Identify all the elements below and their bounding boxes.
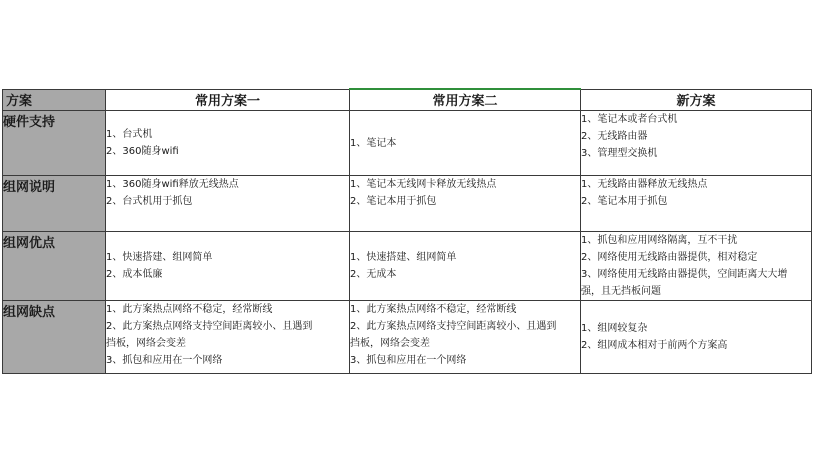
header-row	[3, 89, 812, 111]
cell-line: 强，且无挡板问题	[581, 286, 661, 297]
table-row	[3, 111, 812, 176]
cell-line: 2、无成本	[350, 269, 397, 280]
cell-line: 2、此方案热点网络支持空间距离较小、且遇到	[350, 321, 557, 332]
cell-line: 1、抓包和应用网络隔离，互不干扰	[581, 235, 738, 246]
cell-line: 1、笔记本无线网卡释放无线热点	[350, 179, 497, 190]
cell-plan-2	[350, 176, 581, 232]
cell-plan-1	[106, 176, 350, 232]
cell-plan-new	[581, 301, 812, 374]
cell-line: 3、抓包和应用在一个网络	[106, 355, 223, 366]
row-label: 组网缺点	[3, 301, 106, 374]
cell-line: 2、网络使用无线路由器提供，相对稳定	[581, 252, 758, 263]
cell-line: 1、快速搭建、组网简单	[350, 252, 457, 263]
cell-line: 挡板，网络会变差	[350, 338, 430, 349]
cell-line: 2、此方案热点网络支持空间距离较小、且遇到	[106, 321, 313, 332]
row-label: 组网优点	[3, 232, 106, 301]
cell-line: 3、管理型交换机	[581, 148, 658, 159]
row-label: 硬件支持	[3, 111, 106, 176]
cell-line: 1、无线路由器释放无线热点	[581, 179, 708, 190]
cell-line: 2、台式机用于抓包	[106, 196, 193, 207]
cell-line: 2、360随身wifi	[106, 146, 179, 157]
cell-line: 2、笔记本用于抓包	[350, 196, 437, 207]
header-plan-new: 新方案	[581, 89, 812, 111]
cell-plan-1	[106, 301, 350, 374]
header-plan-2[interactable]: 常用方案二	[350, 89, 581, 111]
cell-line: 2、无线路由器	[581, 131, 648, 142]
table-row	[3, 232, 812, 301]
header-plan-1: 常用方案一	[106, 89, 350, 111]
cell-line: 1、台式机	[106, 129, 153, 140]
cell-plan-2	[350, 232, 581, 301]
cell-line: 2、组网成本相对于前两个方案高	[581, 340, 728, 351]
cell-plan-1	[106, 111, 350, 176]
cell-plan-new	[581, 176, 812, 232]
table-row	[3, 301, 812, 374]
cell-line: 1、组网较复杂	[581, 323, 648, 334]
cell-line: 3、网络使用无线路由器提供，空间距离大大增	[581, 269, 788, 280]
cell-plan-new	[581, 232, 812, 301]
cell-line: 1、360随身wifi释放无线热点	[106, 179, 239, 190]
cell-plan-new	[581, 111, 812, 176]
comparison-table	[2, 88, 812, 374]
cell-line: 1、此方案热点网络不稳定，经常断线	[350, 304, 517, 315]
cell-plan-1	[106, 232, 350, 301]
cell-line: 3、抓包和应用在一个网络	[350, 355, 467, 366]
cell-line: 2、笔记本用于抓包	[581, 196, 668, 207]
cell-line: 1、笔记本或者台式机	[581, 114, 678, 125]
header-corner: 方案	[3, 89, 106, 111]
table-row	[3, 176, 812, 232]
cell-line: 挡板，网络会变差	[106, 338, 186, 349]
row-label: 组网说明	[3, 176, 106, 232]
cell-plan-2	[350, 111, 581, 176]
cell-line: 1、快速搭建、组网简单	[106, 252, 213, 263]
cell-line: 2、成本低廉	[106, 269, 163, 280]
cell-line: 1、笔记本	[350, 137, 397, 149]
cell-plan-2	[350, 301, 581, 374]
cell-line: 1、此方案热点网络不稳定，经常断线	[106, 304, 273, 315]
